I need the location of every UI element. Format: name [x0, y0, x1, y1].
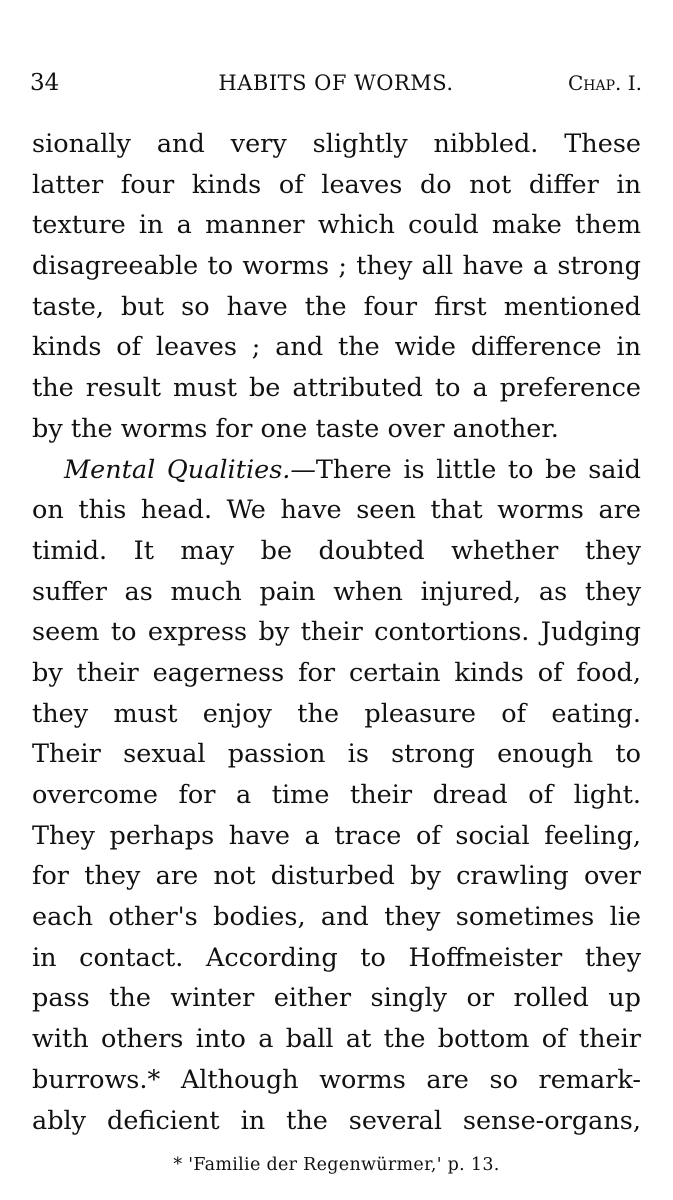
text-line: the result must be attributed to a preference	[32, 373, 641, 404]
text-line: disagreeable to worms ; they all have a strong	[32, 251, 641, 282]
body-text	[32, 124, 641, 1141]
running-head	[30, 68, 642, 98]
text-line: for they are not disturbed by crawling over	[32, 861, 641, 892]
text-line: texture in a manner which could make them	[32, 210, 641, 241]
section-opening-line	[32, 450, 641, 491]
text-line: pass the winter either singly or rolled up	[32, 983, 641, 1014]
text-line: timid. It may be doubted whether they	[32, 535, 641, 566]
text-line: on this head. We have seen that worms are	[32, 495, 641, 526]
text-line: in contact. According to Hoffmeister they	[32, 942, 641, 973]
text-line: suffer as much pain when injured, as they	[32, 576, 641, 607]
text-line: latter four kinds of leaves do not differ in	[32, 169, 641, 200]
text-line: each other's bodies, and they sometimes lie	[32, 902, 641, 933]
chapter-label: Chap. I.	[567, 71, 642, 95]
text-line: with others into a ball at the bottom of their	[32, 1024, 641, 1055]
text-line: ably deficient in the several sense-organs,	[32, 1105, 641, 1136]
text-line: Their sexual passion is strong enough to	[32, 739, 641, 770]
text-line: by their eagerness for certain kinds of food,	[32, 657, 641, 688]
section-heading: Mental Qualities.—	[64, 454, 316, 485]
text-line: overcome for a time their dread of light.	[32, 780, 641, 810]
text-line: seem to express by their contortions. Judging	[32, 617, 641, 648]
text-line: they must enjoy the pleasure of eating.	[32, 698, 641, 729]
text-line: They perhaps have a trace of social feeling,	[32, 820, 641, 851]
running-title: HABITS OF WORMS.	[218, 71, 454, 95]
text-line: burrows.* Although worms are so remark-	[32, 1064, 641, 1095]
text-line: sionally and very slightly nibbled. These	[32, 129, 641, 159]
text-line: kinds of leaves ; and the wide difference in	[32, 332, 641, 363]
page-number: 34	[30, 70, 60, 96]
text-line-continuation: There is little to be said	[315, 454, 641, 485]
footnote: * 'Familie der Regenwürmer,' p. 13.	[173, 1155, 500, 1175]
text-line: by the worms for one taste over another.	[32, 413, 559, 444]
text-line: taste, but so have the four first mentioned	[32, 291, 641, 322]
